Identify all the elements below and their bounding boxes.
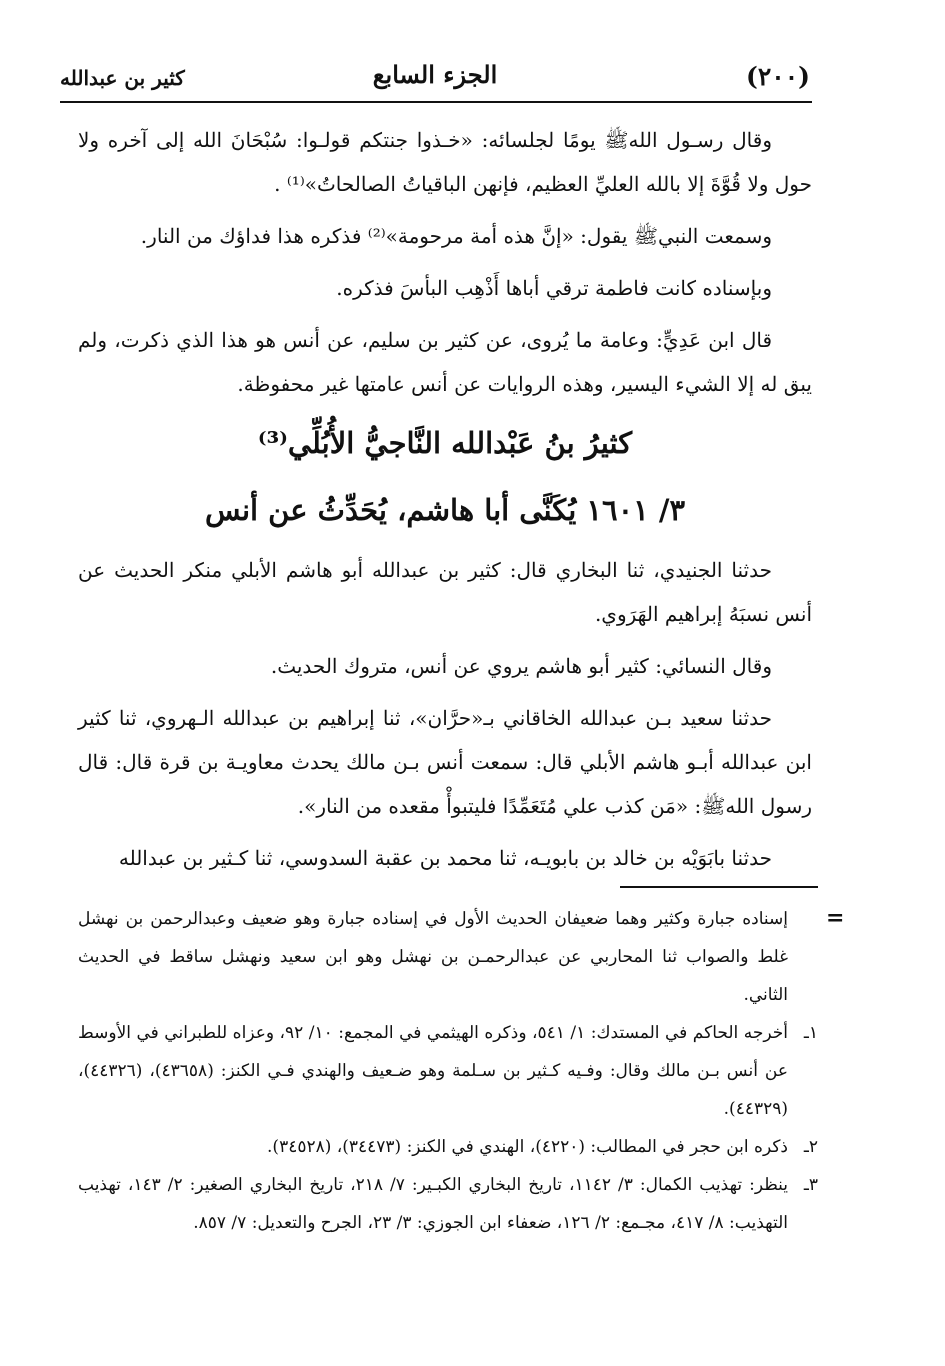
- page-header: [60, 58, 810, 98]
- footnote-continued: [78, 900, 818, 1014]
- footnotes: [78, 900, 818, 1242]
- volume-title: الجزء السابع: [372, 60, 498, 89]
- footnote-3: [78, 1166, 818, 1242]
- footnote-marker: ٣ـ: [803, 1175, 818, 1195]
- footnote-marker: ١ـ: [803, 1023, 818, 1043]
- footnote-2: [78, 1128, 818, 1166]
- paragraph: وقال رسـول اللهﷺ يومًا لجلسائه: «خـذوا جنتكم قولـوا: سُبْحَانَ الله إلى آخره ولا حول ولا قُوَّةَ إلا بالله العليِّ العظيم، فإنهن الباقياتُ الصالحاتُ»⁽¹⁾ .: [78, 128, 812, 196]
- footnote-marker: ٢ـ: [803, 1137, 818, 1157]
- paragraph: قال ابن عَدِيٍّ: وعامة ما يُروى، عن كثير بن سليم، عن أنس هو هذا الذي ذكرت، ولم يبق له إلا الشيء اليسير، وهذه الروايات عن أنس عامتها غير محفوظة.: [78, 328, 812, 396]
- footnote-text: ذكره ابن حجر في المطالب: (٤٢٢٠)، الهندي في الكنز: (٣٤٤٧٣)، (٣٤٥٢٨).: [267, 1137, 788, 1157]
- page-number: (٢٠٠): [746, 62, 810, 91]
- paragraph: حدثنا سعيد بـن عبدالله الخاقاني بـ«حرَّان»، ثنا إبراهيم بن عبدالله الـهروي، ثنا كثير ابن عبدالله أبـو هاشم الأبلي قال: سمعت أنس بـن مالك يحدث معاويـة بن قرة قال: قال رسول اللهﷺ: «مَن كذب علي مُتَعَمِّدًا فليتبوأْ مقعده من النار».: [78, 706, 812, 818]
- footnote-text: ينظر: تهذيب الكمال: ٣/ ١١٤٢، تاريخ البخاري الكبـير: ٧/ ٢١٨، تاريخ البخاري الصغير: ٢/ ١٤٣، تهذيب التهذيب: ٨/ ٤١٧، مجـمع: ٢/ ١٢٦، ضعفاء ابن الجوزي: ٣/ ٢٣، الجرح والتعديل: ٧/ ٨٥٧.: [78, 1175, 789, 1233]
- paragraph: وسمعت النبيﷺ يقول: «إنَّ هذه أمة مرحومة»⁽²⁾ فذكره هذا فداؤك من النار.: [140, 224, 772, 248]
- footnote-1: [78, 1014, 818, 1128]
- entry-heading: كثيرُ بنُ عَبْدالله النَّاجيُّ الأُبُلِّي⁽³⁾: [257, 426, 633, 460]
- paragraph: وقال النسائي: كثير أبو هاشم يروي عن أنس، متروك الحديث.: [270, 654, 772, 678]
- footnote-continuation-mark: =: [826, 905, 845, 931]
- paragraph: وبإسناده كانت فاطمة ترقي أباها أَذْهِب البأسَ فذكره.: [336, 276, 772, 300]
- paragraph: حدثنا الجنيدي، ثنا البخاري قال: كثير بن عبدالله أبو هاشم الأبلي منكر الحديث عن أنس نسبَهُ إبراهيم الهَرَوي.: [78, 558, 812, 626]
- main-text: [78, 118, 812, 888]
- header-rule: [60, 101, 812, 103]
- paragraph: حدثنا بابَوَيْه بن خالد بن بابويـه، ثنا محمد بن عقبة السدوسي، ثنا كـثير بن عبدالله: [118, 846, 772, 870]
- footnote-text: إسناده جبارة وكثير وهما ضعيفان الحديث الأول في إسناده جبارة وهو ضعيف وعبدالرحمن بن نهشل غلط والصواب ثنا المحاربي عن عبدالرحمـن بن نهشل وهو ابن سعيد ونهشل ساقط في الحديث الثاني.: [78, 909, 788, 1005]
- entry-subheading: ٣/ ١٦٠١ يُكَنَّى أبا هاشم، يُحَدِّثُ عن أنس: [204, 493, 686, 527]
- footnote-text: أخرجه الحاكم في المستدك: ١/ ٥٤١، وذكره الهيثمي في المجمع: ١٠/ ٩٢، وعزاه للطبراني في الأوسط عن أنس بـن مالك وقال: وفـيه كـثير بن سـلمة وهو ضـعيف والهندي فـي الكنز: (٤٣٦٥٨)، (٤٤٣٢٦)، (٤٤٣٢٩).: [78, 1023, 789, 1119]
- footnote-rule: [620, 886, 818, 888]
- running-title: كثير بن عبدالله: [60, 66, 185, 90]
